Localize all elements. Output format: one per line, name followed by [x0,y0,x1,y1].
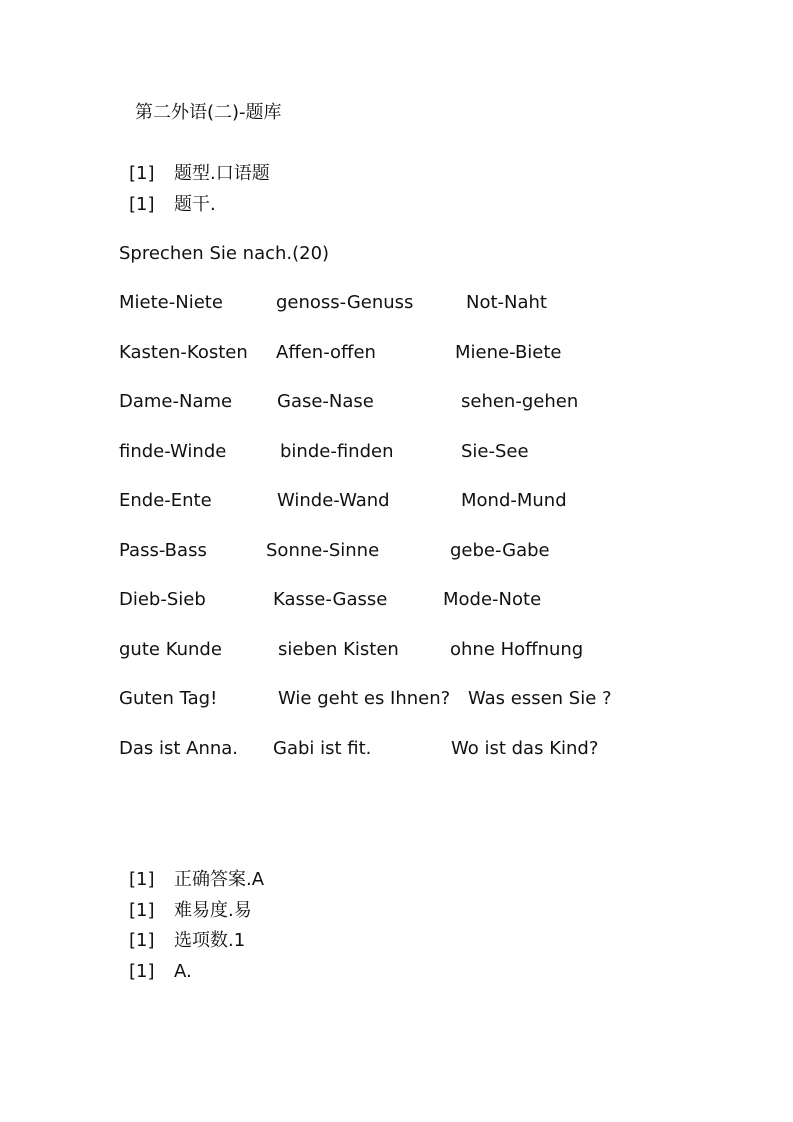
item-text: A. [174,961,192,982]
word-pair: Kasse-Gasse [273,589,388,610]
item-text: 选项数.1 [174,930,246,951]
item-number: [1] [129,869,155,890]
word-pair: Gabi ist fit. [273,738,372,759]
item-number: [1] [129,930,155,951]
item-text: 题干. [174,194,216,215]
word-pair: Pass-Bass [119,540,207,561]
item-number: [1] [129,900,155,921]
word-pair: gute Kunde [119,639,222,660]
word-pair: Wo ist das Kind? [451,738,599,759]
item-text: 题型.口语题 [174,163,270,184]
item-text: 难易度.易 [174,900,252,921]
word-pair: gebe-Gabe [450,540,550,561]
word-pair: Was essen Sie ? [468,688,612,709]
word-pair: Kasten-Kosten [119,342,248,363]
word-row [0,389,793,415]
word-pair: genoss-Genuss [276,292,414,313]
word-pair: sehen-gehen [461,391,579,412]
word-pair: Das ist Anna. [119,738,239,759]
word-pair: binde-finden [280,441,394,462]
word-pair: Mond-Mund [461,490,567,511]
item-number: [1] [129,163,155,184]
word-row [0,637,793,663]
item-text: 正确答案.A [174,869,265,890]
word-row [0,587,793,613]
word-pair: Ende-Ente [119,490,212,511]
word-pair: finde-Winde [119,441,227,462]
word-pair: Dieb-Sieb [119,589,206,610]
word-pair: Guten Tag! [119,688,218,709]
word-pair: Sie-See [461,441,529,462]
word-pair: Affen-offen [276,342,376,363]
word-pair: Sonne-Sinne [266,540,380,561]
instruction-text: Sprechen Sie nach.(20) [119,243,330,264]
word-pair: Wie geht es Ihnen? [278,688,451,709]
word-pair: sieben Kisten [278,639,399,660]
word-row [0,340,793,366]
word-row [0,439,793,465]
item-number: [1] [129,194,155,215]
word-row [0,488,793,514]
word-row [0,736,793,762]
word-pair: ohne Hoffnung [450,639,584,660]
word-pair: Miene-Biete [455,342,562,363]
word-pair: Dame-Name [119,391,233,412]
word-row [0,538,793,564]
word-row [0,686,793,712]
word-pair: Mode-Note [443,589,542,610]
item-number: [1] [129,961,155,982]
word-pair: Miete-Niete [119,292,223,313]
word-pair: Winde-Wand [277,490,390,511]
word-pair: Gase-Nase [277,391,374,412]
word-row [0,290,793,316]
page-title: 第二外语(二)-题库 [135,102,282,123]
word-pair: Not-Naht [466,292,547,313]
